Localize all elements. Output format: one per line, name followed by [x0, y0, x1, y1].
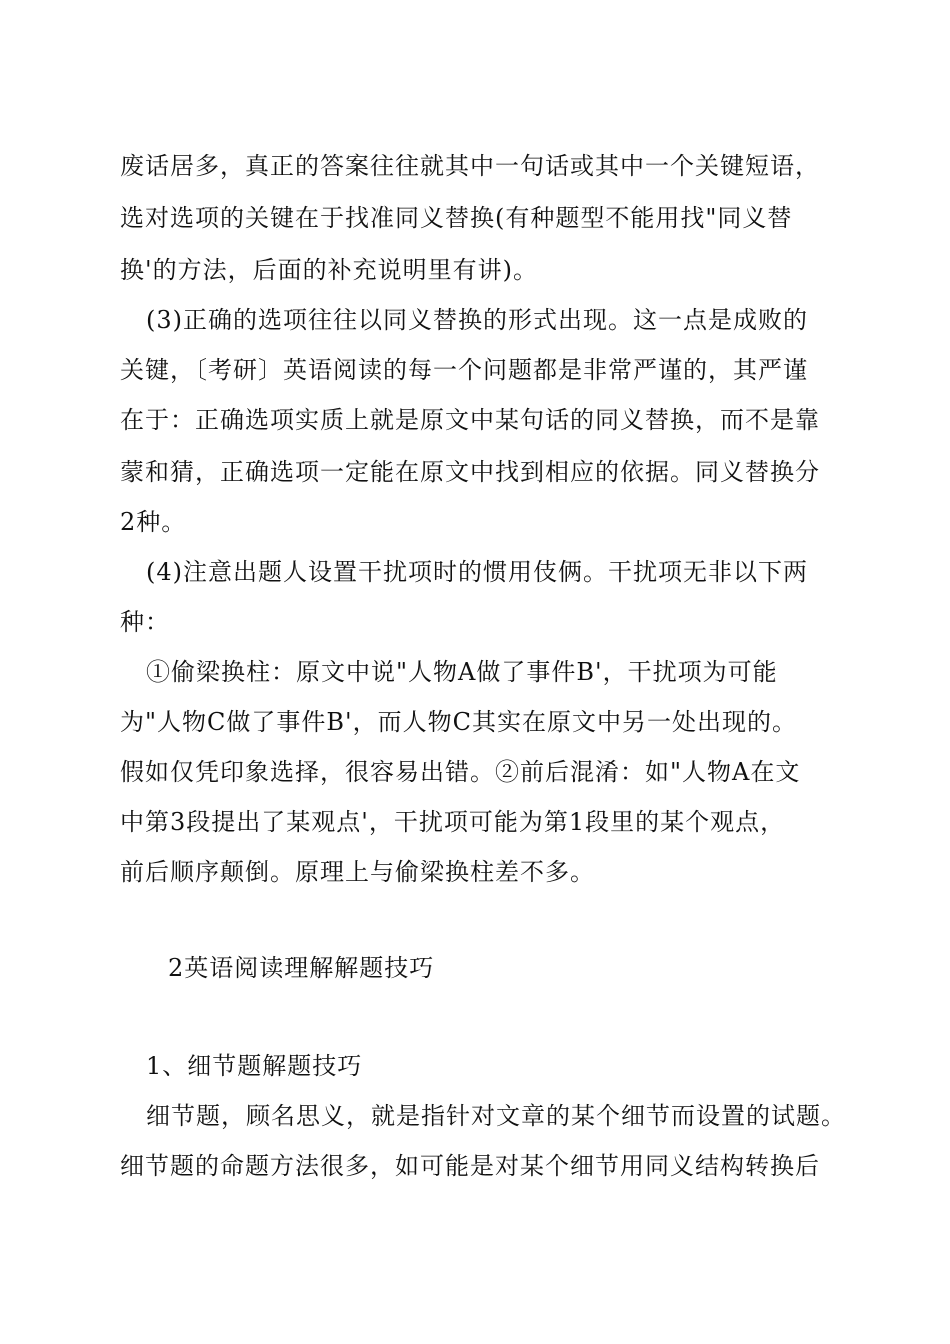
paragraph-line: 2种。	[120, 508, 187, 536]
paragraph-line: 废话居多，真正的答案往往就其中一句话或其中一个关键短语，	[120, 152, 820, 180]
paragraph-line: ①偷梁换柱：原文中说"人物A做了事件B'，干扰项为可能	[146, 658, 778, 686]
paragraph-line: 在于：正确选项实质上就是原文中某句话的同义替换，而不是靠	[120, 406, 820, 434]
paragraph-line: 细节题，顾名思义，就是指针对文章的某个细节而设置的试题。	[146, 1102, 846, 1130]
paragraph-line: 假如仅凭印象选择，很容易出错。②前后混淆：如"人物A在文	[120, 758, 801, 786]
paragraph-line: 前后顺序颠倒。原理上与偷梁换柱差不多。	[120, 858, 595, 886]
paragraph-line: 换'的方法，后面的补充说明里有讲)。	[120, 256, 538, 284]
paragraph-line: 选对选项的关键在于找准同义替换(有种题型不能用找"同义替	[120, 204, 793, 232]
section-heading: 2英语阅读理解解题技巧	[168, 954, 435, 982]
subsection-heading: 1、细节题解题技巧	[146, 1052, 363, 1080]
paragraph-line: 细节题的命题方法很多，如可能是对某个细节用同义结构转换后	[120, 1152, 820, 1180]
paragraph-line: (3)正确的选项往往以同义替换的形式出现。这一点是成败的	[146, 306, 808, 334]
paragraph-line: 关键，〔考研〕英语阅读的每一个问题都是非常严谨的，其严谨	[120, 356, 808, 384]
paragraph-line: (4)注意出题人设置干扰项时的惯用伎俩。干扰项无非以下两	[146, 558, 808, 586]
paragraph-line: 中第3段提出了某观点'，干扰项可能为第1段里的某个观点，	[120, 808, 786, 836]
paragraph-line: 为"人物C做了事件B'，而人物C其实在原文中另一处出现的。	[120, 708, 797, 736]
paragraph-line: 种：	[120, 608, 170, 636]
paragraph-line: 蒙和猜，正确选项一定能在原文中找到相应的依据。同义替换分	[120, 458, 820, 486]
